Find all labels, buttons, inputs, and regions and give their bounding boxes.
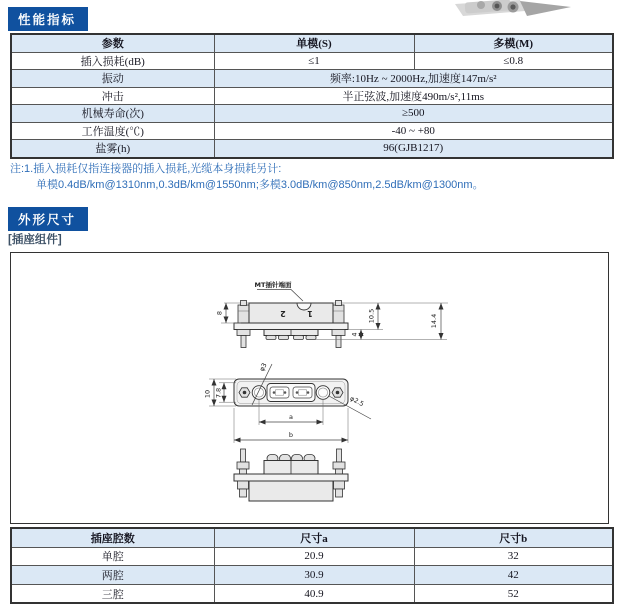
footnote-line2: 单模0.4dB/km@1310nm,0.3dB/km@1550nm;多模3.0dB/km@850nm,2.5dB/km@1300nm。 [36, 178, 484, 191]
value-b: 32 [414, 547, 613, 566]
row-value: ≥500 [214, 105, 613, 123]
row-label: 单腔 [11, 547, 214, 566]
dim-10-5: 10.5 [367, 308, 376, 324]
row-label: 两腔 [11, 566, 214, 585]
table-row-salt-spray [11, 140, 613, 158]
technical-drawing [11, 253, 607, 522]
dim-8: 8 [215, 310, 224, 316]
value-singlemode: ≤1 [214, 52, 414, 70]
row-label: 插入损耗(dB) [11, 52, 214, 70]
row-value: 频率:10Hz ~ 2000Hz,加速度147m/s² [214, 70, 613, 88]
front-view [204, 362, 372, 443]
table-row-double-cavity [11, 566, 613, 585]
drawing-box [10, 252, 609, 524]
section-header-performance: 性能指标 [8, 7, 88, 31]
performance-table [10, 33, 614, 159]
row-value: 96(GJB1217) [214, 140, 613, 158]
product-photo-image [425, 0, 620, 20]
mt-pin-face-callout: MT插针端面 [254, 281, 292, 289]
dim-7-8: 7.8 [214, 387, 223, 399]
dia-2-5-label: φ2.5 [348, 394, 366, 409]
col-header-cavities: 插座腔数 [11, 528, 214, 547]
row-label: 工作温度(℃) [11, 122, 214, 140]
row-label: 振动 [11, 70, 214, 88]
row-label: 盐雾(h) [11, 140, 214, 158]
value-a: 20.9 [214, 547, 414, 566]
product-photo [425, 0, 620, 20]
dim-4: 4 [350, 332, 359, 337]
col-header-singlemode: 单模(S) [214, 34, 414, 52]
row-label: 冲击 [11, 87, 214, 105]
table-row-single-cavity [11, 547, 613, 566]
value-multimode: ≤0.8 [414, 52, 613, 70]
value-a: 30.9 [214, 566, 414, 585]
table-row-temperature [11, 122, 613, 140]
row-label: 三腔 [11, 584, 214, 603]
table-row-mech-life [11, 105, 613, 123]
cavity-number-1: 1 [307, 309, 313, 318]
dim-14-4: 14.4 [430, 313, 438, 329]
value-b: 52 [414, 584, 613, 603]
row-value: -40 ~ +80 [214, 122, 613, 140]
row-label: 机械寿命(次) [11, 105, 214, 123]
row-value: 半正弦波,加速度490m/s²,11ms [214, 87, 613, 105]
table-row-vibration [11, 70, 613, 88]
dim-10: 10 [203, 389, 212, 399]
col-header-dim-b: 尺寸b [414, 528, 613, 547]
dia-3-label: φ3 [257, 361, 269, 373]
table-header-row [11, 34, 613, 52]
dimension-table [10, 527, 614, 604]
side-view [216, 280, 449, 348]
table-row-insertion-loss [11, 52, 613, 70]
section-header-dimensions: 外形尺寸 [8, 207, 88, 231]
col-header-dim-a: 尺寸a [214, 528, 414, 547]
footnote [10, 162, 484, 193]
table-row-triple-cavity [11, 584, 613, 603]
cavity-number-2: 2 [280, 309, 286, 318]
col-header-param: 参数 [11, 34, 214, 52]
col-header-multimode: 多模(M) [414, 34, 613, 52]
table-row-shock [11, 87, 613, 105]
table-header-row [11, 528, 613, 547]
value-b: 42 [414, 566, 613, 585]
footnote-line1: 注:1.插入损耗仅指连接器的插入损耗,光缆本身损耗另计: [10, 163, 282, 175]
rear-view [234, 449, 348, 501]
dim-b-label: b [288, 431, 294, 439]
dim-a-label: a [289, 413, 293, 421]
value-a: 40.9 [214, 584, 414, 603]
subsection-label: [插座组件] [8, 234, 62, 246]
